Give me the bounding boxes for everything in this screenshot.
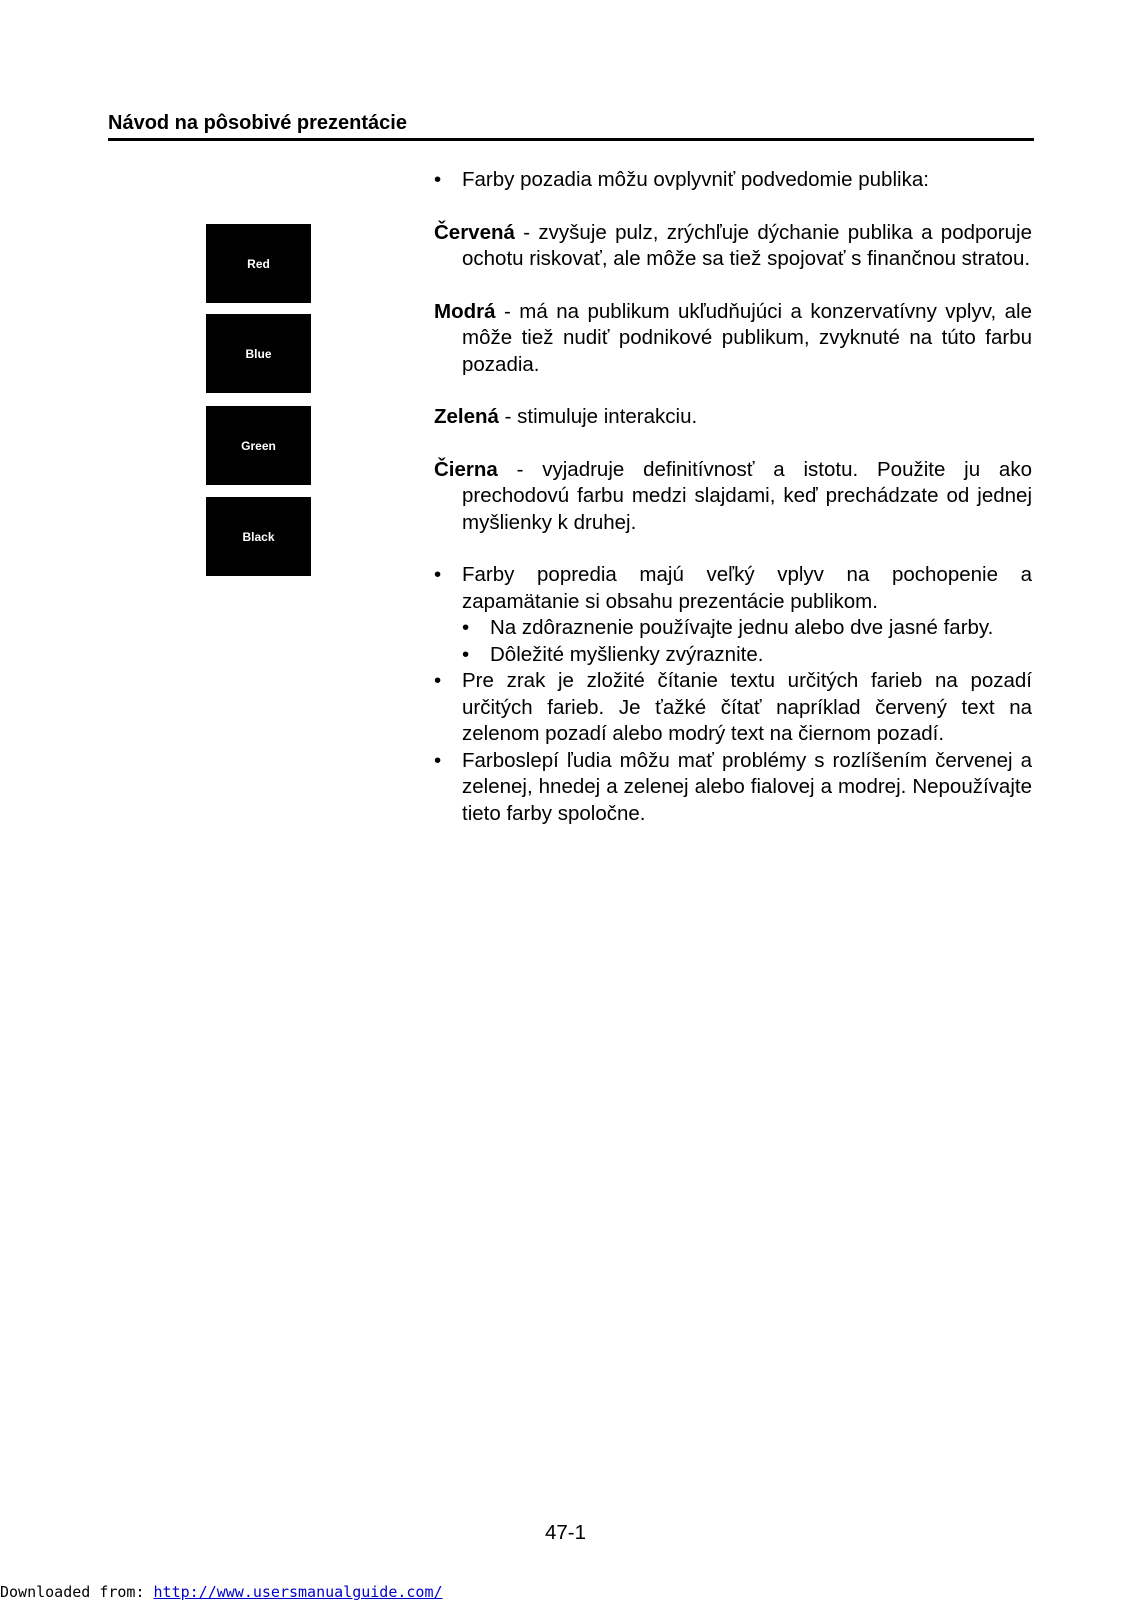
term-green: Zelená: [434, 405, 499, 428]
bullet-text: Farboslepí ľudia môžu mať problémy s rozlíšením červenej a zelenej, hnedej a zelenej alebo fialovej a modrej. Nepoužívajte tieto farby spoločne.: [462, 748, 1032, 825]
sub-list-item-highlight: [462, 642, 1032, 669]
paragraph-black: [434, 457, 1032, 537]
bullet-text: Dôležité myšlienky zvýraznite.: [490, 642, 764, 666]
bullet-text: Pre zrak je zložité čítanie textu určitých farieb na pozadí určitých farieb. Je ťažké čítať napríklad červený text na zelenom pozadí alebo modrý text na čiernom pozadí.: [462, 669, 1032, 745]
bullet-text: Farby popredia majú veľký vplyv na pochopenie a zapamätanie si obsahu prezentácie publikom.: [462, 563, 1032, 613]
bullet-text: Na zdôraznenie používajte jednu alebo dve jasné farby.: [490, 616, 994, 639]
sub-list-item-emphasis: [462, 615, 1032, 642]
swatch-black: Black: [206, 497, 311, 576]
term-blue: Modrá: [434, 299, 496, 323]
desc-green: - stimuluje interakciu.: [498, 405, 698, 428]
bullet-icon: •: [434, 748, 442, 772]
swatch-blue: Blue: [206, 314, 311, 393]
desc-red: - zvyšuje pulz, zrýchľuje dýchanie publika a podporuje ochotu riskovať, ale môže sa tiež spojovať s finančnou stratou.: [462, 220, 1032, 270]
term-red: Červená: [434, 220, 515, 244]
paragraph-blue: [434, 299, 1032, 379]
bullet-icon: •: [434, 563, 442, 586]
list-item-colorblind: [434, 748, 1032, 828]
swatch-red: Red: [206, 224, 311, 303]
swatch-green: Green: [206, 406, 311, 485]
list-item-reading: [434, 668, 1032, 748]
list-item-background-colors: [434, 167, 1032, 194]
main-text-column: [434, 167, 1032, 827]
list-item-foreground-colors: [434, 562, 1032, 615]
desc-black: - vyjadruje definitívnosť a istotu. Použite ju ako prechodovú farbu medzi slajdami, keď prechádzate od jednej myšlienky k druhej.: [462, 457, 1032, 534]
bullet-icon: •: [434, 168, 442, 191]
desc-blue: - má na publikum ukľudňujúci a konzervatívny vplyv, ale môže tiež nudiť podnikové publikum, zvyknuté na túto farbu pozadia.: [462, 299, 1032, 376]
term-black: Čierna: [434, 457, 498, 481]
paragraph-green: [434, 404, 1032, 431]
page-header-title: Návod na pôsobivé prezentácie: [108, 111, 1034, 141]
bullet-icon: •: [462, 642, 470, 666]
page-number: 47-1: [544, 1521, 587, 1544]
footer-link[interactable]: http://www.usersmanualguide.com/: [153, 1583, 443, 1601]
bullet-icon: •: [462, 616, 470, 639]
bullet-text: Farby pozadia môžu ovplyvniť podvedomie publika:: [462, 168, 929, 191]
download-footer: [0, 1584, 443, 1600]
bullet-icon: •: [434, 669, 442, 692]
paragraph-red: [434, 220, 1032, 273]
footer-prefix: Downloaded from:: [0, 1583, 154, 1601]
